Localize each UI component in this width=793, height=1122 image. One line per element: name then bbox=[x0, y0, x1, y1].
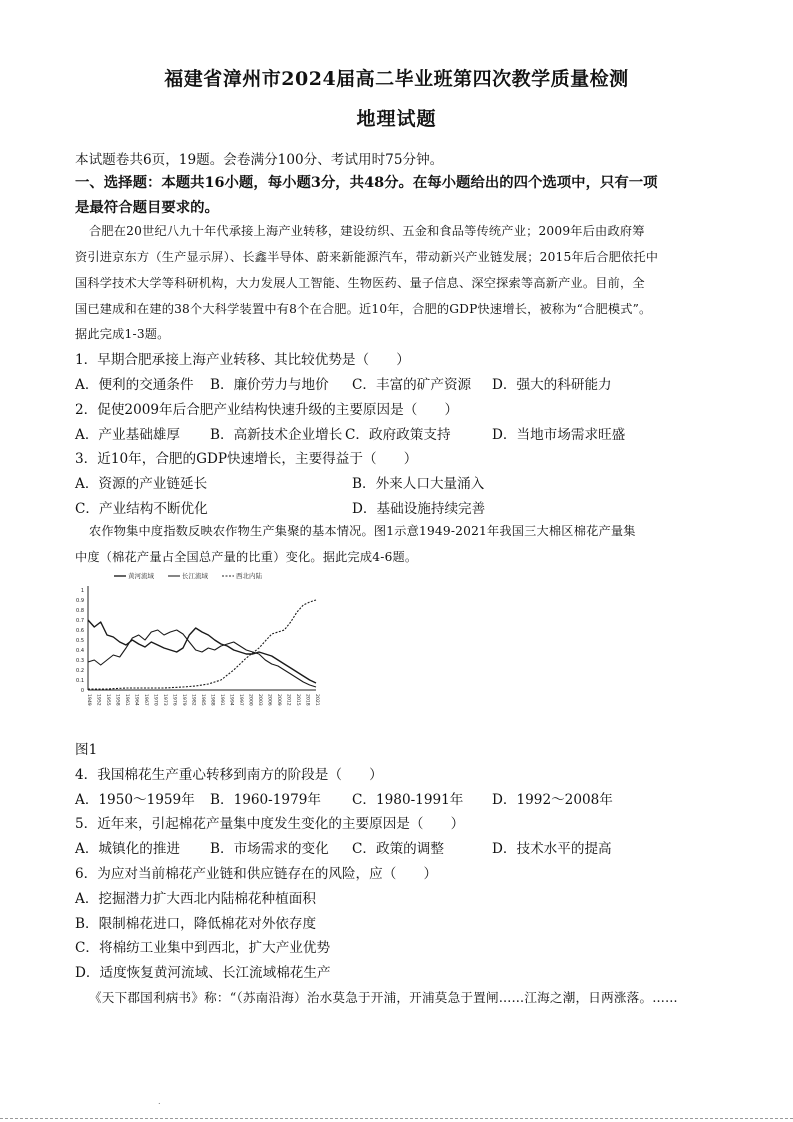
page-dot: . bbox=[158, 1097, 161, 1106]
q5-option-a: A．城镇化的推进 bbox=[75, 841, 180, 857]
x-tick-label: 1997 bbox=[238, 694, 243, 706]
x-tick-label: 1955 bbox=[105, 694, 110, 706]
q4-option-b: B．1960-1979年 bbox=[210, 792, 321, 808]
x-tick-label: 1991 bbox=[219, 694, 224, 706]
x-tick-label: 1958 bbox=[114, 694, 120, 706]
passage2-line: 中度（棉花产量占全国总产量的比重）变化。据此完成4-6题。 bbox=[75, 550, 418, 564]
q4-option-a: A．1950～1959年 bbox=[75, 792, 195, 808]
q1-option-c: C．丰富的矿产资源 bbox=[352, 377, 472, 393]
x-tick-label: 1979 bbox=[181, 694, 186, 706]
exam-intro: 本试题卷共6页，19题。会卷满分100分、考试用时75分钟。 bbox=[75, 152, 444, 168]
q6-option-c: C．将棉纺工业集中到西北，扩大产业优势 bbox=[75, 940, 331, 956]
x-tick-label: 1973 bbox=[162, 694, 167, 706]
q6-option-b: B．限制棉花进口，降低棉花对外依存度 bbox=[75, 916, 317, 932]
q2-option-d: D．当地市场需求旺盛 bbox=[492, 427, 626, 443]
x-tick-label: 1967 bbox=[143, 694, 148, 706]
y-tick-label: 0.4 bbox=[76, 648, 84, 654]
exam-title: 福建省漳州市2024届高二毕业班第四次教学质量检测 bbox=[164, 68, 629, 90]
x-tick-label: 1994 bbox=[228, 694, 234, 706]
x-tick-label: 1961 bbox=[124, 694, 129, 706]
chart-legend bbox=[114, 571, 263, 580]
q5-option-d: D．技术水平的提高 bbox=[492, 841, 612, 857]
q3-option-a: A．资源的产业链延长 bbox=[75, 476, 208, 492]
question-2-stem: 2．促使2009年后合肥产业结构快速升级的主要原因是（ ） bbox=[75, 402, 459, 418]
section-heading-line1: 一、选择题：本题共16小题，每小题3分，共48分。在每小题给出的四个选项中，只有一项 bbox=[75, 174, 658, 191]
y-tick-label: 0.9 bbox=[76, 598, 84, 604]
passage1-line: 据此完成1-3题。 bbox=[75, 327, 170, 341]
passage1-line: 国科学技术大学等科研机构，大力发展人工智能、生物医药、量子信息、深空探索等高新产业。目前，全 bbox=[75, 276, 645, 290]
q6-option-d: D．适度恢复黄河流域、长江流域棉花生产 bbox=[75, 965, 331, 981]
legend-entry: 长江流域 bbox=[182, 572, 208, 580]
q1-option-b: B．廉价劳力与地价 bbox=[210, 377, 329, 393]
q2-option-a: A．产业基础雄厚 bbox=[75, 427, 180, 443]
chart-x-ticks bbox=[86, 694, 320, 706]
q3-option-d: D．基础设施持续完善 bbox=[352, 501, 486, 517]
q5-option-c: C．政策的调整 bbox=[352, 841, 444, 857]
question-6-stem: 6．为应对当前棉花产业链和供应链存在的风险，应（ ） bbox=[75, 866, 438, 882]
y-tick-label: 0.2 bbox=[76, 668, 84, 674]
chart-series bbox=[88, 600, 316, 689]
x-tick-label: 1985 bbox=[200, 694, 205, 706]
q3-option-b: B．外来人口大量涌入 bbox=[352, 476, 485, 492]
chart-axes bbox=[88, 586, 316, 690]
series-line-2 bbox=[88, 630, 316, 687]
x-tick-label: 2009 bbox=[276, 694, 281, 706]
legend-entry: 西北内陆 bbox=[236, 572, 262, 580]
q2-option-b: B．高新技术企业增长 bbox=[210, 427, 343, 443]
q1-option-d: D．强大的科研能力 bbox=[492, 377, 612, 393]
x-tick-label: 2003 bbox=[257, 694, 262, 706]
q1-option-a: A．便利的交通条件 bbox=[75, 377, 194, 393]
figure-label: 图1 bbox=[75, 742, 98, 758]
passage3-line: 《天下郡国利病书》称：“（苏南沿海）治水莫急于开浦，开浦莫急于置闸……江海之潮，日两涨落。…… bbox=[89, 990, 678, 1005]
y-tick-label: 0 bbox=[80, 688, 84, 694]
x-tick-label: 2015 bbox=[295, 694, 300, 706]
question-1-stem: 1．早期合肥承接上海产业转移、其比较优势是（ ） bbox=[75, 352, 410, 368]
passage1-line: 国已建成和在建的38个大科学装置中有8个在合肥。近10年，合肥的GDP快速增长，被称为“合肥模式”。 bbox=[75, 302, 652, 316]
x-tick-label: 1964 bbox=[133, 694, 139, 706]
legend-entry: 黄河流域 bbox=[128, 572, 154, 580]
question-5-stem: 5．近年来，引起棉花产量集中度发生变化的主要原因是（ ） bbox=[75, 816, 465, 832]
exam-subject: 地理试题 bbox=[356, 108, 437, 130]
passage2-line: 农作物集中度指数反映农作物生产集聚的基本情况。图1示意1949-2021年我国三大棉区棉花产量集 bbox=[89, 524, 636, 538]
x-tick-label: 1988 bbox=[209, 694, 215, 706]
q3-option-c: C．产业结构不断优化 bbox=[75, 501, 208, 517]
x-tick-label: 1982 bbox=[190, 694, 196, 706]
x-tick-label: 2018 bbox=[304, 694, 310, 706]
x-tick-label: 1949 bbox=[86, 694, 91, 706]
y-tick-label: 0.8 bbox=[76, 608, 84, 614]
q5-option-b: B．市场需求的变化 bbox=[210, 841, 329, 857]
x-tick-label: 2021 bbox=[314, 694, 319, 706]
question-3-stem: 3．近10年，合肥的GDP快速增长，主要得益于（ ） bbox=[75, 451, 418, 467]
q4-option-d: D．1992～2008年 bbox=[492, 792, 613, 808]
section-heading-line2: 是最符合题目要求的。 bbox=[75, 199, 219, 216]
x-tick-label: 1952 bbox=[95, 694, 101, 706]
cotton-concentration-chart bbox=[74, 568, 330, 720]
page-bottom-rule bbox=[0, 1118, 793, 1119]
x-tick-label: 1976 bbox=[171, 694, 177, 706]
x-tick-label: 1970 bbox=[152, 694, 158, 706]
q4-option-c: C．1980-1991年 bbox=[352, 792, 464, 808]
y-tick-label: 0.6 bbox=[76, 628, 84, 634]
question-4-stem: 4．我国棉花生产重心转移到南方的阶段是（ ） bbox=[75, 767, 383, 783]
x-tick-label: 2006 bbox=[266, 694, 272, 706]
x-tick-label: 2000 bbox=[247, 694, 253, 706]
y-tick-label: 0.7 bbox=[76, 618, 84, 624]
chart-y-ticks bbox=[76, 588, 84, 694]
y-tick-label: 0.3 bbox=[76, 658, 84, 664]
passage1-line: 合肥在20世纪八九十年代承接上海产业转移，建设纺织、五金和食品等传统产业；2009年后由政府筹 bbox=[89, 224, 645, 238]
y-tick-label: 1 bbox=[80, 588, 84, 594]
y-tick-label: 0.5 bbox=[76, 638, 84, 644]
q2-option-c: C．政府政策支持 bbox=[345, 427, 451, 443]
y-tick-label: 0.1 bbox=[76, 678, 84, 684]
q6-option-a: A．挖掘潜力扩大西北内陆棉花种植面积 bbox=[75, 891, 316, 907]
series-line-3 bbox=[88, 600, 316, 689]
x-tick-label: 2012 bbox=[285, 694, 291, 706]
passage1-line: 资引进京东方（生产显示屏）、长鑫半导体、蔚来新能源汽车，带动新兴产业链发展；2015年后合肥依托中 bbox=[75, 250, 659, 264]
